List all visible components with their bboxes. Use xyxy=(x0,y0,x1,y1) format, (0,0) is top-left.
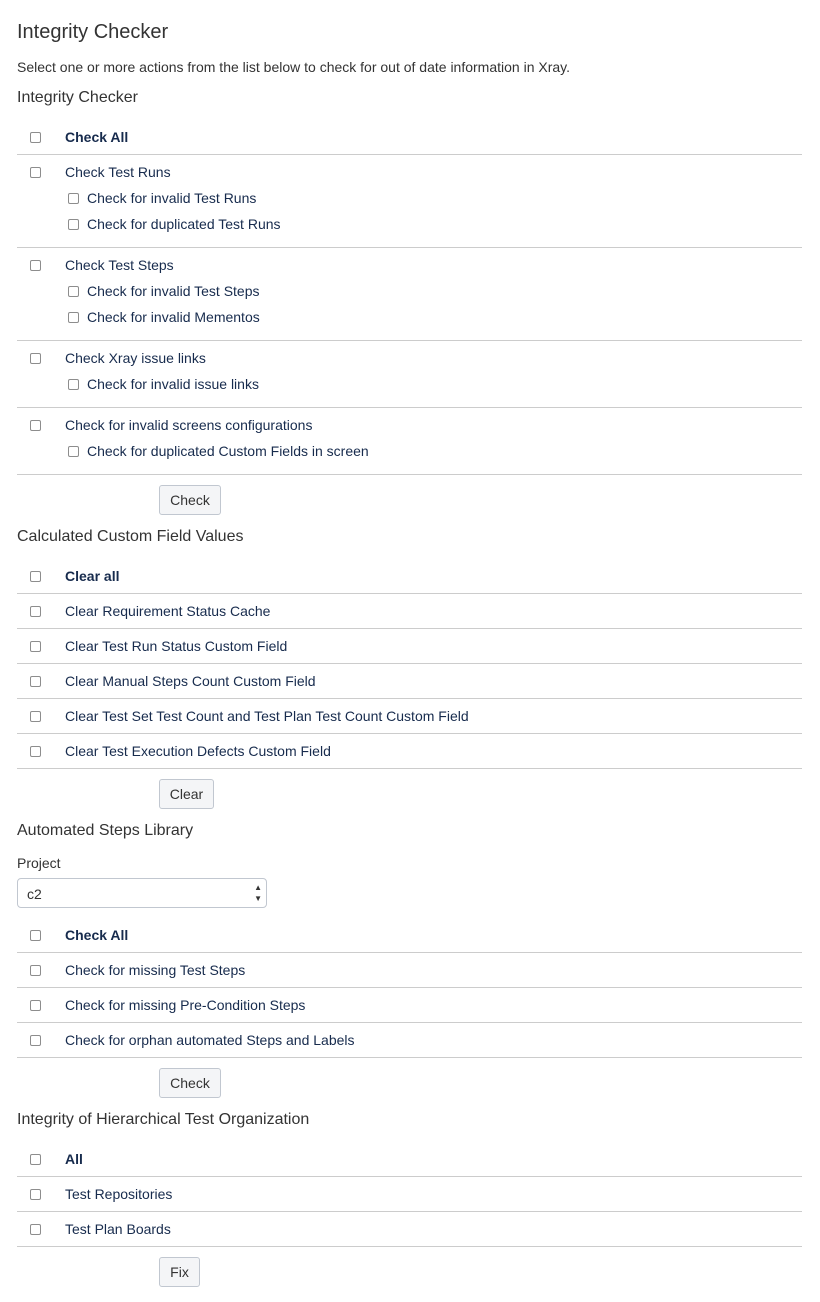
divider xyxy=(17,628,802,629)
test-repositories-label: Test Repositories xyxy=(65,1186,173,1202)
test-repositories-checkbox[interactable] xyxy=(30,1189,41,1200)
check-duplicated-test-runs-checkbox[interactable] xyxy=(68,219,79,230)
divider xyxy=(17,474,802,475)
clear-button[interactable]: Clear xyxy=(159,779,214,809)
divider xyxy=(17,154,802,155)
divider xyxy=(17,987,802,988)
check-invalid-screens-label: Check for invalid screens configurations xyxy=(65,417,313,433)
divider xyxy=(17,340,802,341)
integrity-check-button[interactable]: Check xyxy=(159,485,221,515)
check-invalid-test-steps-checkbox[interactable] xyxy=(68,286,79,297)
clear-test-run-status-label: Clear Test Run Status Custom Field xyxy=(65,638,288,654)
check-test-runs-checkbox[interactable] xyxy=(30,167,41,178)
divider xyxy=(17,247,802,248)
check-invalid-issue-links-label: Check for invalid issue links xyxy=(87,376,259,392)
test-plan-boards-checkbox[interactable] xyxy=(30,1224,41,1235)
automated-steps-section-title: Automated Steps Library xyxy=(17,822,194,839)
divider xyxy=(17,1176,802,1177)
project-select[interactable] xyxy=(17,878,267,908)
check-duplicated-test-runs-label: Check for duplicated Test Runs xyxy=(87,216,281,232)
check-missing-test-steps-label: Check for missing Test Steps xyxy=(65,962,246,978)
check-orphan-steps-checkbox[interactable] xyxy=(30,1035,41,1046)
check-missing-precondition-steps-label: Check for missing Pre-Condition Steps xyxy=(65,997,306,1013)
divider xyxy=(17,1246,802,1247)
project-select-value: c2 xyxy=(27,886,42,902)
divider xyxy=(17,407,802,408)
test-plan-boards-label: Test Plan Boards xyxy=(65,1221,171,1237)
project-label: Project xyxy=(17,855,61,871)
divider xyxy=(17,952,802,953)
hierarchical-section-title: Integrity of Hierarchical Test Organization xyxy=(17,1111,310,1128)
divider xyxy=(17,733,802,734)
check-invalid-test-steps-label: Check for invalid Test Steps xyxy=(87,283,260,299)
clear-manual-steps-count-label: Clear Manual Steps Count Custom Field xyxy=(65,673,316,689)
clear-all-label: Clear all xyxy=(65,568,120,584)
clear-test-run-status-checkbox[interactable] xyxy=(30,641,41,652)
check-test-steps-label: Check Test Steps xyxy=(65,257,174,273)
integrity-checker-section-title: Integrity Checker xyxy=(17,89,138,106)
clear-manual-steps-count-checkbox[interactable] xyxy=(30,676,41,687)
check-test-runs-label: Check Test Runs xyxy=(65,164,171,180)
calculated-fields-section-title: Calculated Custom Field Values xyxy=(17,528,244,545)
check-invalid-issue-links-checkbox[interactable] xyxy=(68,379,79,390)
check-xray-issue-links-checkbox[interactable] xyxy=(30,353,41,364)
check-invalid-screens-checkbox[interactable] xyxy=(30,420,41,431)
select-arrows-icon: ▲ ▼ xyxy=(254,883,262,903)
divider xyxy=(17,1057,802,1058)
steps-check-button[interactable]: Check xyxy=(159,1068,221,1098)
check-duplicated-custom-fields-checkbox[interactable] xyxy=(68,446,79,457)
steps-check-all-checkbox[interactable] xyxy=(30,930,41,941)
clear-test-set-count-checkbox[interactable] xyxy=(30,711,41,722)
page-title: Integrity Checker xyxy=(17,21,169,43)
check-invalid-mementos-checkbox[interactable] xyxy=(68,312,79,323)
clear-requirement-status-cache-label: Clear Requirement Status Cache xyxy=(65,603,271,619)
check-orphan-steps-label: Check for orphan automated Steps and Labels xyxy=(65,1032,355,1048)
check-invalid-test-runs-label: Check for invalid Test Runs xyxy=(87,190,257,206)
divider xyxy=(17,768,802,769)
check-missing-precondition-steps-checkbox[interactable] xyxy=(30,1000,41,1011)
divider xyxy=(17,593,802,594)
all-label: All xyxy=(65,1151,83,1167)
check-invalid-mementos-label: Check for invalid Mementos xyxy=(87,309,260,325)
divider xyxy=(17,698,802,699)
all-checkbox[interactable] xyxy=(30,1154,41,1165)
clear-all-checkbox[interactable] xyxy=(30,571,41,582)
steps-check-all-label: Check All xyxy=(65,927,129,943)
fix-button[interactable]: Fix xyxy=(159,1257,200,1287)
clear-test-set-count-label: Clear Test Set Test Count and Test Plan Test Count Custom Field xyxy=(65,708,469,724)
divider xyxy=(17,1022,802,1023)
divider xyxy=(17,663,802,664)
check-all-checkbox[interactable] xyxy=(30,132,41,143)
check-missing-test-steps-checkbox[interactable] xyxy=(30,965,41,976)
check-all-label: Check All xyxy=(65,129,129,145)
clear-test-execution-defects-checkbox[interactable] xyxy=(30,746,41,757)
page-intro: Select one or more actions from the list below to check for out of date information in Xray. xyxy=(17,59,571,75)
check-xray-issue-links-label: Check Xray issue links xyxy=(65,350,206,366)
divider xyxy=(17,1211,802,1212)
check-invalid-test-runs-checkbox[interactable] xyxy=(68,193,79,204)
check-duplicated-custom-fields-label: Check for duplicated Custom Fields in screen xyxy=(87,443,369,459)
check-test-steps-checkbox[interactable] xyxy=(30,260,41,271)
clear-test-execution-defects-label: Clear Test Execution Defects Custom Field xyxy=(65,743,331,759)
clear-requirement-status-cache-checkbox[interactable] xyxy=(30,606,41,617)
